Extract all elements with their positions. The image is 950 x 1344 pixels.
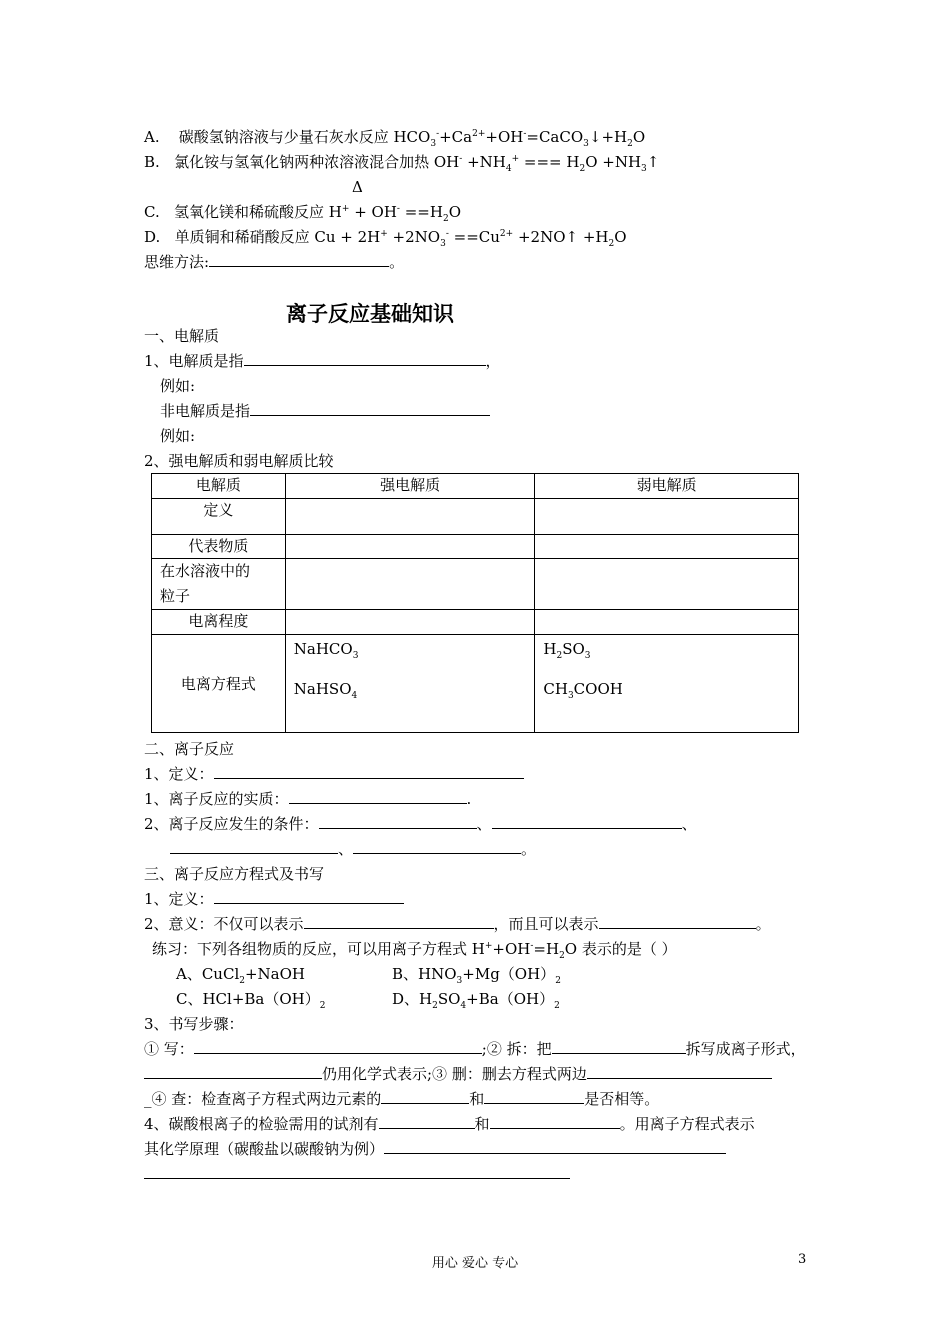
- ionic-reaction-def: 1、定义：: [144, 764, 524, 784]
- table-cell[interactable]: [285, 610, 535, 635]
- table-row: [152, 610, 799, 635]
- ionic-reaction-conditions-cont: 、 。: [170, 839, 536, 859]
- blank[interactable]: [144, 1064, 322, 1079]
- table-cell: $H_2SO_3$ $CH_3COOH$: [535, 635, 799, 733]
- table-cell[interactable]: [535, 535, 799, 559]
- option-c: C. 氢氧化镁和稀硫酸反应 $H^+ + OH^- ==H_2O$: [144, 203, 462, 224]
- page-number: 3: [798, 1252, 807, 1267]
- delta-symbol: Δ: [352, 178, 363, 196]
- electrolyte-def: 1、电解质是指 ，: [144, 352, 501, 370]
- table-cell[interactable]: [535, 499, 799, 535]
- blank[interactable]: [214, 764, 524, 779]
- blank[interactable]: [384, 1139, 726, 1154]
- carbonate-principle-cont: [144, 1164, 570, 1184]
- blank[interactable]: [194, 1039, 482, 1054]
- blank[interactable]: [244, 351, 486, 366]
- blank[interactable]: [381, 1089, 469, 1104]
- practice-option-a: A、CuCl$_2$+NaOH: [176, 965, 305, 986]
- section3-heading: 三、离子反应方程式及书写: [144, 865, 325, 883]
- table-header: 电解质: [152, 474, 286, 499]
- option-a: A. 碳酸氢钠溶液与少量石灰水反应 $HCO_3^-+Ca^{2+}+OH^-=CaCO_3↓+H_2O$: [144, 128, 646, 149]
- practice-option-b: B、$HNO_3+Mg(OH)_2$: [392, 965, 561, 986]
- practice-question: 练习：下列各组物质的反应，可以用离子方程式 $H^++OH^-=H_2O$ 表示的是（ ）: [152, 940, 677, 961]
- blank[interactable]: [490, 1114, 620, 1129]
- example-1: 例如:: [160, 377, 196, 395]
- writing-step-2-3: 仍用化学式表示;③ 删：删去方程式两边: [144, 1064, 772, 1084]
- row-label: 在水溶液中的 粒子: [152, 559, 286, 610]
- table-header: 强电解质: [285, 474, 535, 499]
- table-cell[interactable]: [285, 559, 535, 610]
- blank[interactable]: [587, 1064, 772, 1079]
- row-label: 电离程度: [152, 610, 286, 635]
- option-d: D. 单质铜和稀硝酸反应 $Cu + 2H^+ +2NO_3^- ==Cu^{2+}$ +2NO↑ $+H_2O$: [144, 228, 627, 249]
- table-row: [152, 635, 799, 733]
- blank[interactable]: [492, 814, 682, 829]
- table-cell[interactable]: [535, 610, 799, 635]
- blank[interactable]: [304, 914, 494, 929]
- blank[interactable]: [289, 789, 467, 804]
- down-arrow-icon: ↓: [588, 128, 602, 146]
- option-b: B. 氯化铵与氢氧化钠两种浓溶液混合加热 $OH^- +NH_4^+$ === $H_2O$ $+NH_3↑$: [144, 153, 660, 174]
- nonelectrolyte-def: 非电解质是指: [160, 401, 490, 421]
- up-arrow-icon: ↑: [565, 228, 579, 246]
- carbonate-test: 4、碳酸根离子的检验需用的试剂有 和 。用离子方程式表示: [144, 1115, 755, 1133]
- blank[interactable]: [599, 914, 756, 929]
- blank[interactable]: [353, 839, 521, 854]
- table-row: [152, 535, 799, 559]
- table-cell[interactable]: [285, 535, 535, 559]
- writing-step-1-2: ① 写： ;② 拆：把 拆写成离子形式，: [144, 1040, 806, 1058]
- blank[interactable]: [170, 839, 338, 854]
- method-line: 思维方法: 。: [144, 253, 405, 271]
- practice-option-c: C、$HCl+Ba(OH)_2$: [176, 990, 326, 1011]
- table-row: [152, 559, 799, 610]
- table-cell[interactable]: [285, 499, 535, 535]
- table-cell: NaHCO$_3$ NaHSO$_4$: [285, 635, 535, 733]
- row-label: 电离方程式: [152, 635, 286, 733]
- blank[interactable]: [379, 1114, 475, 1129]
- blank[interactable]: [319, 814, 477, 829]
- ionic-equation-meaning: 2、意义：不仅可以表示 ，而且可以表示 。: [144, 915, 771, 933]
- ionic-reaction-conditions: 2、离子反应发生的条件： 、 、: [144, 815, 697, 833]
- up-arrow-icon: ↑: [646, 153, 660, 171]
- blank[interactable]: [209, 252, 389, 267]
- footer-text: 用心 爱心 专心: [431, 1256, 519, 1271]
- blank[interactable]: [484, 1089, 584, 1104]
- writing-step-4: _④ 查：检查离子方程式两边元素的 和 是否相等。: [144, 1090, 660, 1108]
- table-cell[interactable]: [535, 559, 799, 610]
- comparison-heading: 2、强电解质和弱电解质比较: [144, 452, 334, 470]
- blank[interactable]: [250, 401, 490, 416]
- blank[interactable]: [214, 889, 404, 904]
- section1-heading: 一、电解质: [144, 327, 220, 345]
- page-title: 离子反应基础知识: [286, 302, 454, 326]
- carbonate-principle: 其化学原理（碳酸盐以碳酸钠为例）: [144, 1139, 726, 1159]
- row-label: 定义: [152, 499, 286, 535]
- table-row: [152, 499, 799, 535]
- ionic-reaction-essence: 1、离子反应的实质： .: [144, 790, 472, 808]
- table-header: 弱电解质: [535, 474, 799, 499]
- blank[interactable]: [144, 1164, 570, 1179]
- electrolyte-table: [151, 473, 799, 733]
- table-header-row: [152, 474, 799, 499]
- example-2: 例如:: [160, 427, 196, 445]
- section2-heading: 二、离子反应: [144, 740, 235, 758]
- writing-steps-heading: 3、书写步骤：: [144, 1015, 244, 1033]
- blank[interactable]: [552, 1039, 686, 1054]
- practice-option-d: D、$H_2SO_4+Ba(OH)_2$: [392, 990, 560, 1011]
- ionic-equation-def: 1、定义：: [144, 889, 404, 909]
- row-label: 代表物质: [152, 535, 286, 559]
